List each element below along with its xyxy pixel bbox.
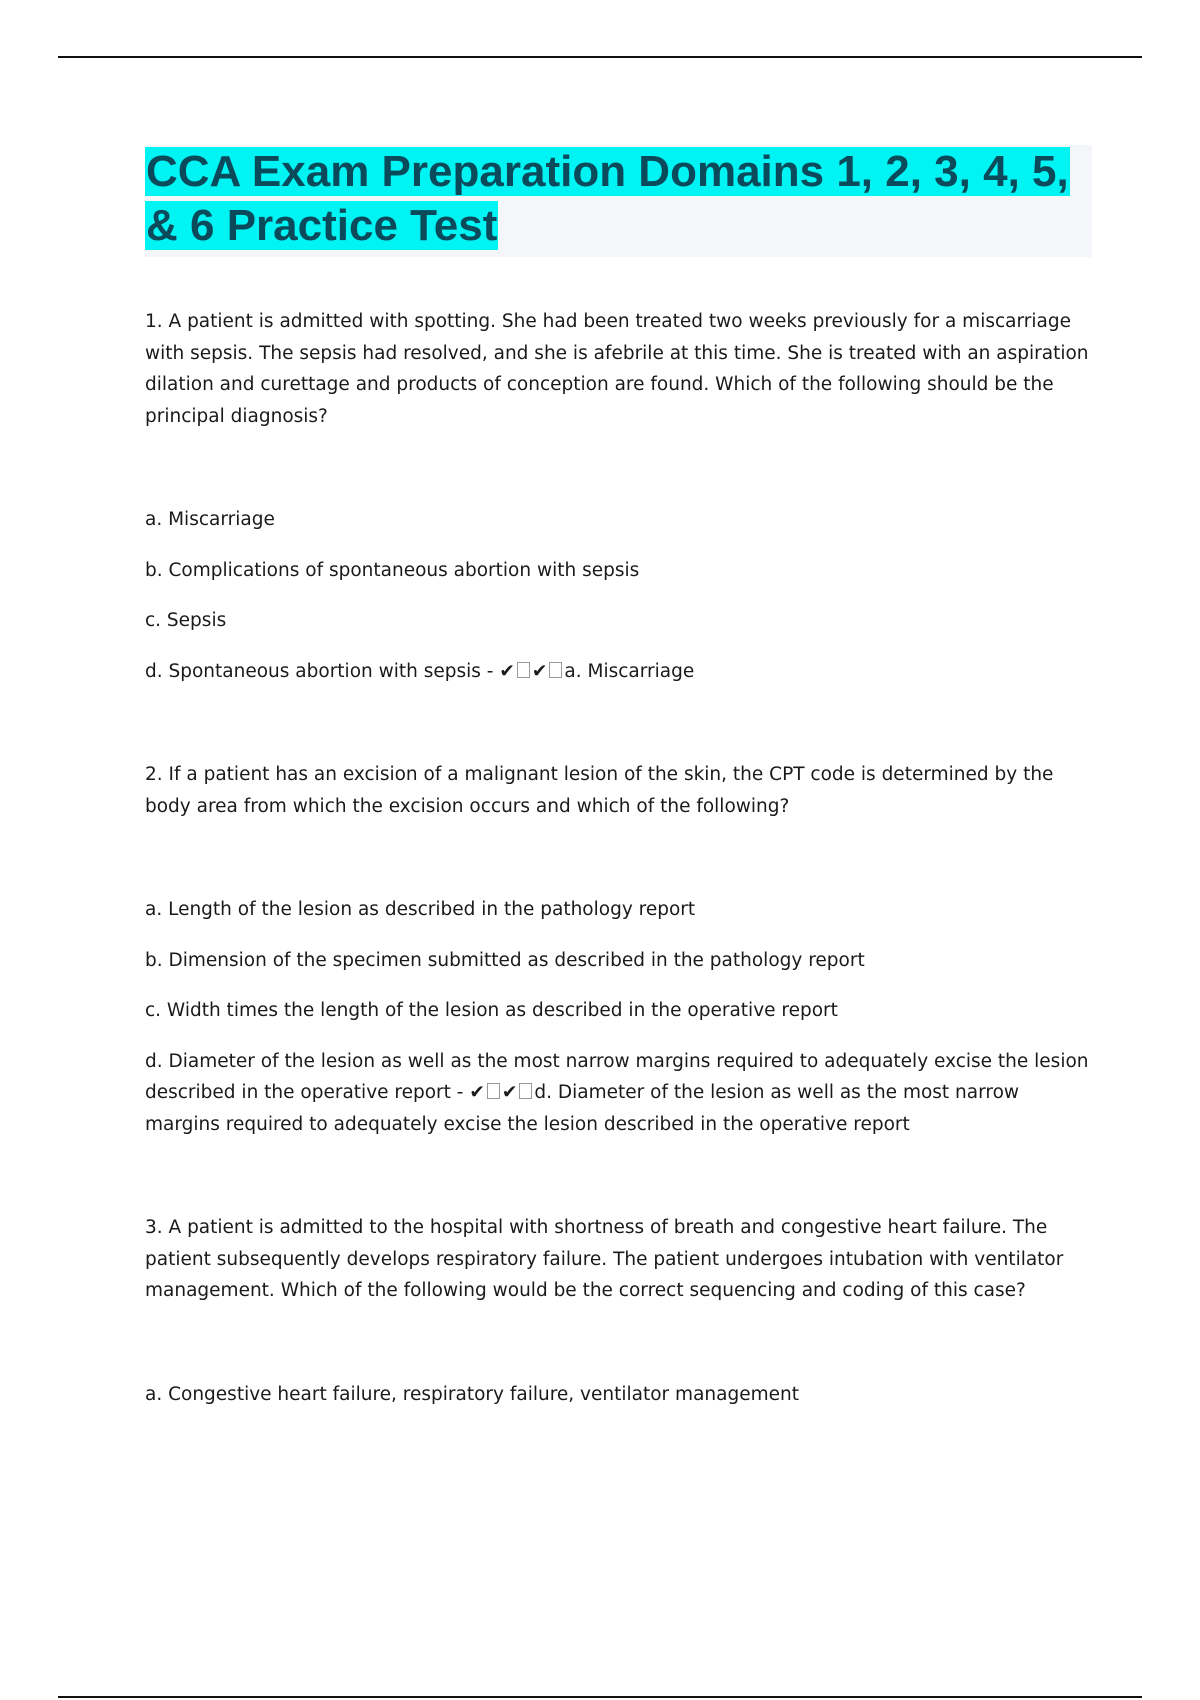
question-3 bbox=[145, 1212, 1095, 1410]
document-body bbox=[145, 306, 1095, 1410]
answer-option: b. Dimension of the specimen submitted as described in the pathology report bbox=[145, 949, 865, 971]
check-mark-icon: ✔ bbox=[531, 660, 548, 682]
title-highlight: CCA Exam Preparation Domains 1, 2, 3, 4, 5, & 6 Practice Test bbox=[146, 147, 1069, 250]
answer-key: a. Miscarriage bbox=[564, 660, 695, 682]
answer-option: a. Miscarriage bbox=[145, 509, 275, 530]
missing-glyph-box-icon bbox=[517, 662, 530, 678]
answer-option-with-key bbox=[145, 1046, 1095, 1141]
answer-option: a. Length of the lesion as described in the pathology report bbox=[145, 899, 696, 920]
missing-glyph-box-icon bbox=[519, 1083, 532, 1099]
question-stem: 1. A patient is admitted with spotting. She had been treated two weeks previously for a miscarriage with sepsis. The sepsis had resolved, and she is afebrile at this time. She is treated with an aspiration dilation and curettage and products of conception are found. Which of the following should be the principal diagnosis? bbox=[145, 311, 1089, 427]
bottom-rule bbox=[58, 1696, 1142, 1698]
question-stem: 2. If a patient has an excision of a malignant lesion of the skin, the CPT code is determined by the body area from which the excision occurs and which of the following? bbox=[145, 764, 1054, 817]
question-2 bbox=[145, 759, 1095, 1140]
check-mark-icon: ✔ bbox=[501, 1082, 518, 1103]
top-rule bbox=[58, 56, 1142, 58]
answer-option: a. Congestive heart failure, respiratory failure, ventilator management bbox=[145, 1383, 799, 1405]
check-mark-icon: ✔ bbox=[469, 1082, 485, 1103]
answer-key: d. Diameter of the lesion as well as the most narrow margins required to adequately excise the lesion described in the operative report bbox=[145, 1082, 1020, 1135]
answer-option: c. Width times the length of the lesion as described in the operative report bbox=[145, 1000, 838, 1021]
answer-option: b. Complications of spontaneous abortion with sepsis bbox=[145, 559, 640, 581]
answer-option: c. Sepsis bbox=[145, 610, 227, 631]
answer-option-text: d. Spontaneous abortion with sepsis - bbox=[145, 660, 494, 682]
document-title bbox=[145, 145, 1075, 253]
answer-option-with-key bbox=[145, 656, 1095, 688]
missing-glyph-box-icon bbox=[487, 1083, 500, 1099]
missing-glyph-box-icon bbox=[549, 662, 562, 678]
question-1 bbox=[145, 306, 1095, 687]
check-mark-icon: ✔ bbox=[499, 660, 515, 682]
question-stem: 3. A patient is admitted to the hospital with shortness of breath and congestive heart failure. The patient subsequently develops respiratory failure. The patient undergoes intubation with ventilator management. Which of the following would be the correct sequencing and coding of this case? bbox=[145, 1217, 1064, 1301]
answer-option-text: d. Diameter of the lesion as well as the most narrow margins required to adequately excise the lesion described in the operative report - bbox=[145, 1050, 1089, 1103]
